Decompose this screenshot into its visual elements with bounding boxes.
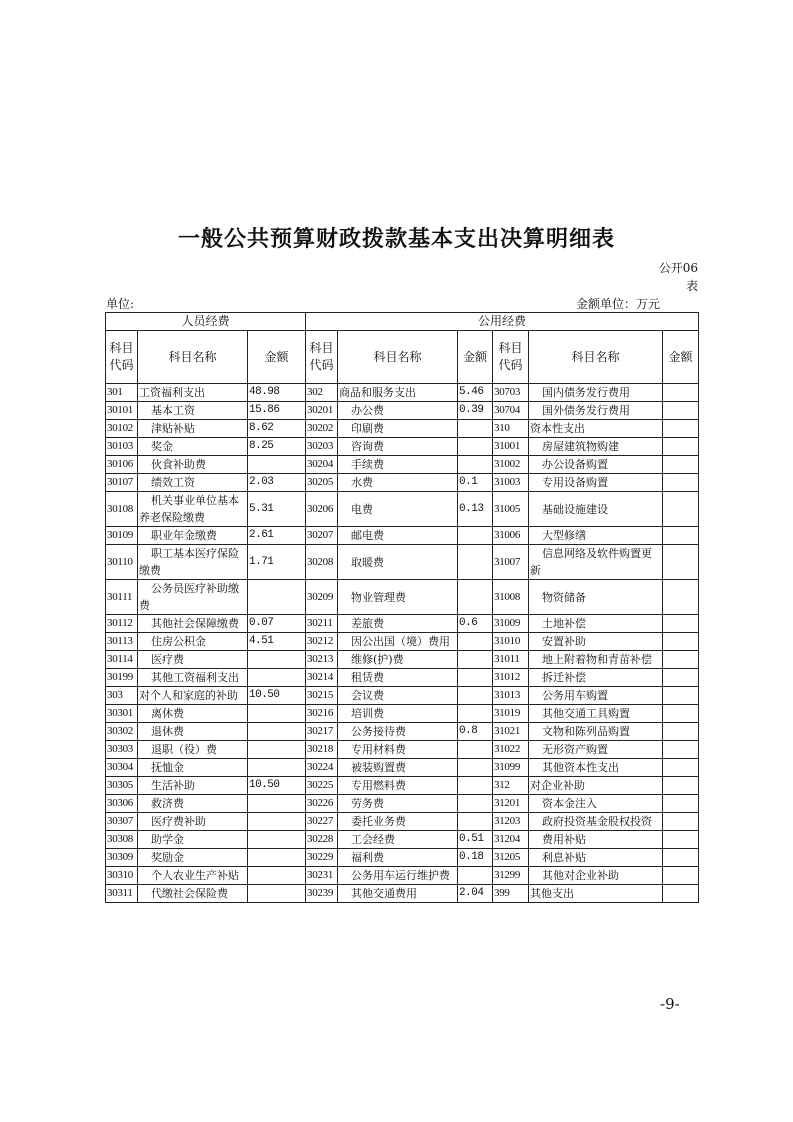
subject-code: 30211 xyxy=(306,615,338,633)
table-row xyxy=(106,527,699,545)
subject-name: 其他资本性支出 xyxy=(529,759,663,777)
amount: 0.6 xyxy=(458,615,493,633)
amount: 0.1 xyxy=(458,474,493,492)
subject-code: 30214 xyxy=(306,669,338,687)
subject-name: 利息补贴 xyxy=(529,849,663,867)
subject-code: 31204 xyxy=(493,831,529,849)
subject-code: 30231 xyxy=(306,867,338,885)
table-row xyxy=(106,633,699,651)
subject-code: 30212 xyxy=(306,633,338,651)
subject-code: 30229 xyxy=(306,849,338,867)
amount xyxy=(248,741,306,759)
subject-code: 31012 xyxy=(493,669,529,687)
subject-code: 30704 xyxy=(493,402,529,420)
subject-code: 30103 xyxy=(106,438,138,456)
amount: 0.07 xyxy=(248,615,306,633)
amount xyxy=(458,669,493,687)
subject-code: 30107 xyxy=(106,474,138,492)
table-row xyxy=(106,456,699,474)
table-row xyxy=(106,723,699,741)
subject-name: 信息网络及软件购置更新 xyxy=(529,545,663,580)
table-row xyxy=(106,741,699,759)
subject-name: 文物和陈列品购置 xyxy=(529,723,663,741)
subject-code: 30209 xyxy=(306,580,338,615)
subject-name: 退职（役）费 xyxy=(138,741,248,759)
amount xyxy=(663,831,699,849)
subject-name: 职业年金缴费 xyxy=(138,527,248,545)
subject-code: 30206 xyxy=(306,492,338,527)
header-code: 科目代码 xyxy=(306,331,338,384)
amount xyxy=(458,759,493,777)
subject-name: 离休费 xyxy=(138,705,248,723)
subject-code: 30215 xyxy=(306,687,338,705)
amount xyxy=(663,651,699,669)
amount xyxy=(663,438,699,456)
amount: 8.25 xyxy=(248,438,306,456)
subject-name: 被装购置费 xyxy=(338,759,458,777)
amount xyxy=(248,831,306,849)
subject-code: 30239 xyxy=(306,885,338,903)
subject-name: 职工基本医疗保险缴费 xyxy=(138,545,248,580)
subject-name: 物业管理费 xyxy=(338,580,458,615)
amount xyxy=(458,633,493,651)
amount xyxy=(663,402,699,420)
amount xyxy=(248,580,306,615)
subject-code: 30703 xyxy=(493,384,529,402)
subject-code: 31005 xyxy=(493,492,529,527)
subject-code: 30202 xyxy=(306,420,338,438)
subject-code: 312 xyxy=(493,777,529,795)
subject-code: 30205 xyxy=(306,474,338,492)
header-name: 科目名称 xyxy=(138,331,248,384)
table-row xyxy=(106,438,699,456)
subject-name: 印刷费 xyxy=(338,420,458,438)
amount xyxy=(248,651,306,669)
table-row xyxy=(106,651,699,669)
amount xyxy=(458,580,493,615)
table-row xyxy=(106,831,699,849)
subject-name: 医疗费补助 xyxy=(138,813,248,831)
amount xyxy=(663,777,699,795)
amount xyxy=(663,456,699,474)
amount xyxy=(248,867,306,885)
subject-code: 301 xyxy=(106,384,138,402)
amount xyxy=(663,580,699,615)
subject-name: 专用设备购置 xyxy=(529,474,663,492)
subject-name: 抚恤金 xyxy=(138,759,248,777)
subject-name: 公务接待费 xyxy=(338,723,458,741)
subject-name: 其他交通费用 xyxy=(338,885,458,903)
amount xyxy=(663,492,699,527)
amount: 0.39 xyxy=(458,402,493,420)
subject-code: 30302 xyxy=(106,723,138,741)
header-row-groups xyxy=(106,313,699,331)
header-name: 科目名称 xyxy=(338,331,458,384)
subject-name: 国外债务发行费用 xyxy=(529,402,663,420)
table-row xyxy=(106,705,699,723)
subject-code: 30111 xyxy=(106,580,138,615)
subject-code: 30113 xyxy=(106,633,138,651)
subject-name: 奖金 xyxy=(138,438,248,456)
amount xyxy=(458,438,493,456)
subject-code: 31007 xyxy=(493,545,529,580)
subject-name: 基础设施建设 xyxy=(529,492,663,527)
header-code: 科目代码 xyxy=(106,331,138,384)
subject-code: 30304 xyxy=(106,759,138,777)
subject-name: 地上附着物和青苗补偿 xyxy=(529,651,663,669)
subject-code: 310 xyxy=(493,420,529,438)
subject-code: 31021 xyxy=(493,723,529,741)
amount xyxy=(663,849,699,867)
subject-name: 物资储备 xyxy=(529,580,663,615)
amount: 8.62 xyxy=(248,420,306,438)
subject-code: 30306 xyxy=(106,795,138,813)
amount: 2.03 xyxy=(248,474,306,492)
amount xyxy=(663,759,699,777)
amount xyxy=(663,795,699,813)
subject-name: 租赁费 xyxy=(338,669,458,687)
amount xyxy=(248,759,306,777)
subject-name: 差旅费 xyxy=(338,615,458,633)
subject-name: 维修(护)费 xyxy=(338,651,458,669)
subject-name: 会议费 xyxy=(338,687,458,705)
subject-name: 公务员医疗补助缴费 xyxy=(138,580,248,615)
subject-code: 31299 xyxy=(493,867,529,885)
amount: 10.50 xyxy=(248,687,306,705)
amount xyxy=(458,777,493,795)
subject-code: 31006 xyxy=(493,527,529,545)
amount: 4.51 xyxy=(248,633,306,651)
subject-name: 培训费 xyxy=(338,705,458,723)
amount xyxy=(663,723,699,741)
amount xyxy=(458,545,493,580)
subject-name: 公务用车运行维护费 xyxy=(338,867,458,885)
subject-code: 30207 xyxy=(306,527,338,545)
subject-code: 30227 xyxy=(306,813,338,831)
subject-code: 30213 xyxy=(306,651,338,669)
subject-name: 专用燃料费 xyxy=(338,777,458,795)
amount xyxy=(663,527,699,545)
subject-code: 30109 xyxy=(106,527,138,545)
subject-code: 30216 xyxy=(306,705,338,723)
subject-code: 30217 xyxy=(306,723,338,741)
subject-code: 31099 xyxy=(493,759,529,777)
expenditure-table xyxy=(105,312,699,903)
amount xyxy=(458,687,493,705)
amount xyxy=(663,420,699,438)
amount: 0.18 xyxy=(458,849,493,867)
subject-code: 399 xyxy=(493,885,529,903)
subject-name: 拆迁补偿 xyxy=(529,669,663,687)
subject-name: 代缴社会保险费 xyxy=(138,885,248,903)
amount: 0.13 xyxy=(458,492,493,527)
amount: 1.71 xyxy=(248,545,306,580)
subject-name: 奖励金 xyxy=(138,849,248,867)
amount xyxy=(248,849,306,867)
table-row xyxy=(106,885,699,903)
subject-name: 其他支出 xyxy=(529,885,663,903)
subject-code: 30114 xyxy=(106,651,138,669)
subject-code: 31001 xyxy=(493,438,529,456)
table-row xyxy=(106,687,699,705)
subject-code: 31203 xyxy=(493,813,529,831)
subject-code: 30307 xyxy=(106,813,138,831)
amount xyxy=(248,705,306,723)
amount xyxy=(663,741,699,759)
subject-name: 其他对企业补助 xyxy=(529,867,663,885)
subject-name: 安置补助 xyxy=(529,633,663,651)
subject-name: 住房公积金 xyxy=(138,633,248,651)
form-number-line1: 公开06 xyxy=(658,261,698,275)
header-code: 科目代码 xyxy=(493,331,529,384)
header-row-columns xyxy=(106,331,699,384)
table-row xyxy=(106,849,699,867)
subject-name: 商品和服务支出 xyxy=(338,384,458,402)
subject-name: 劳务费 xyxy=(338,795,458,813)
subject-name: 津贴补贴 xyxy=(138,420,248,438)
form-number-line2: 表 xyxy=(685,279,698,293)
table-row xyxy=(106,420,699,438)
amount: 0.8 xyxy=(458,723,493,741)
subject-name: 咨询费 xyxy=(338,438,458,456)
header-amount: 金额 xyxy=(248,331,306,384)
amount xyxy=(663,705,699,723)
subject-code: 30112 xyxy=(106,615,138,633)
amount xyxy=(458,456,493,474)
subject-name: 退休费 xyxy=(138,723,248,741)
amount xyxy=(458,867,493,885)
subject-name: 大型修缮 xyxy=(529,527,663,545)
form-number xyxy=(638,259,698,295)
subject-name: 基本工资 xyxy=(138,402,248,420)
table-row xyxy=(106,492,699,527)
amount xyxy=(663,669,699,687)
subject-name: 土地补偿 xyxy=(529,615,663,633)
subject-code: 30102 xyxy=(106,420,138,438)
subject-code: 31205 xyxy=(493,849,529,867)
subject-name: 对个人和家庭的补助 xyxy=(138,687,248,705)
header-name: 科目名称 xyxy=(529,331,663,384)
amount xyxy=(458,741,493,759)
subject-name: 医疗费 xyxy=(138,651,248,669)
subject-name: 政府投资基金股权投资 xyxy=(529,813,663,831)
subject-name: 委托业务费 xyxy=(338,813,458,831)
amount xyxy=(458,813,493,831)
subject-name: 房屋建筑物购建 xyxy=(529,438,663,456)
subject-name: 救济费 xyxy=(138,795,248,813)
subject-code: 30203 xyxy=(306,438,338,456)
amount: 10.50 xyxy=(248,777,306,795)
subject-code: 30110 xyxy=(106,545,138,580)
table-row xyxy=(106,545,699,580)
subject-name: 个人农业生产补贴 xyxy=(138,867,248,885)
subject-name: 工会经费 xyxy=(338,831,458,849)
amount xyxy=(663,633,699,651)
subject-code: 30301 xyxy=(106,705,138,723)
subject-code: 31201 xyxy=(493,795,529,813)
unit-label: 单位: xyxy=(106,297,135,311)
subject-code: 31010 xyxy=(493,633,529,651)
table-row xyxy=(106,402,699,420)
amount xyxy=(458,705,493,723)
table-row xyxy=(106,615,699,633)
subject-name: 资本金注入 xyxy=(529,795,663,813)
page-number: -9- xyxy=(660,995,680,1013)
subject-code: 31022 xyxy=(493,741,529,759)
subject-code: 31009 xyxy=(493,615,529,633)
table-row xyxy=(106,777,699,795)
table-row xyxy=(106,795,699,813)
amount xyxy=(663,885,699,903)
subject-code: 30308 xyxy=(106,831,138,849)
subject-name: 费用补贴 xyxy=(529,831,663,849)
subject-name: 资本性支出 xyxy=(529,420,663,438)
amount: 2.61 xyxy=(248,527,306,545)
subject-code: 30108 xyxy=(106,492,138,527)
amount xyxy=(458,651,493,669)
subject-code: 30106 xyxy=(106,456,138,474)
amount xyxy=(663,384,699,402)
subject-code: 30311 xyxy=(106,885,138,903)
table-row xyxy=(106,580,699,615)
amount xyxy=(663,545,699,580)
subject-code: 30228 xyxy=(306,831,338,849)
subject-code: 31011 xyxy=(493,651,529,669)
amount xyxy=(663,615,699,633)
subject-name: 对企业补助 xyxy=(529,777,663,795)
subject-name: 电费 xyxy=(338,492,458,527)
header-amount: 金额 xyxy=(458,331,493,384)
subject-code: 302 xyxy=(306,384,338,402)
subject-name: 福利费 xyxy=(338,849,458,867)
subject-code: 30305 xyxy=(106,777,138,795)
table-row xyxy=(106,867,699,885)
subject-code: 31002 xyxy=(493,456,529,474)
subject-name: 办公设备购置 xyxy=(529,456,663,474)
subject-code: 30218 xyxy=(306,741,338,759)
subject-name: 水费 xyxy=(338,474,458,492)
subject-code: 30204 xyxy=(306,456,338,474)
amount xyxy=(663,474,699,492)
subject-name: 邮电费 xyxy=(338,527,458,545)
amount: 0.51 xyxy=(458,831,493,849)
amount xyxy=(248,795,306,813)
subject-code: 30303 xyxy=(106,741,138,759)
amount: 15.86 xyxy=(248,402,306,420)
amount xyxy=(248,723,306,741)
header-public: 公用经费 xyxy=(306,313,699,331)
amount xyxy=(248,885,306,903)
subject-name: 其他工资福利支出 xyxy=(138,669,248,687)
amount: 5.46 xyxy=(458,384,493,402)
table-row xyxy=(106,759,699,777)
subject-name: 伙食补助费 xyxy=(138,456,248,474)
page-title: 一般公共预算财政拨款基本支出决算明细表 xyxy=(177,226,615,252)
amount xyxy=(458,420,493,438)
amount xyxy=(663,867,699,885)
table-row xyxy=(106,474,699,492)
subject-name: 办公费 xyxy=(338,402,458,420)
subject-code: 30101 xyxy=(106,402,138,420)
subject-name: 其他交通工具购置 xyxy=(529,705,663,723)
subject-code: 31019 xyxy=(493,705,529,723)
subject-code: 30199 xyxy=(106,669,138,687)
amount xyxy=(663,813,699,831)
subject-name: 国内债务发行费用 xyxy=(529,384,663,402)
subject-code: 31013 xyxy=(493,687,529,705)
subject-name: 手续费 xyxy=(338,456,458,474)
subject-code: 30208 xyxy=(306,545,338,580)
subject-code: 30225 xyxy=(306,777,338,795)
table-body xyxy=(106,384,699,903)
subject-name: 因公出国（境）费用 xyxy=(338,633,458,651)
amount xyxy=(458,795,493,813)
table-row xyxy=(106,384,699,402)
amount: 48.98 xyxy=(248,384,306,402)
subject-code: 30224 xyxy=(306,759,338,777)
subject-name: 无形资产购置 xyxy=(529,741,663,759)
subject-name: 其他社会保障缴费 xyxy=(138,615,248,633)
header-personnel: 人员经费 xyxy=(106,313,306,331)
subject-name: 公务用车购置 xyxy=(529,687,663,705)
subject-name: 生活补助 xyxy=(138,777,248,795)
subject-code: 303 xyxy=(106,687,138,705)
amount xyxy=(248,456,306,474)
amount: 2.04 xyxy=(458,885,493,903)
amount xyxy=(458,527,493,545)
table-row xyxy=(106,669,699,687)
subject-code: 30310 xyxy=(106,867,138,885)
subject-code: 30309 xyxy=(106,849,138,867)
amount xyxy=(248,669,306,687)
table-row xyxy=(106,813,699,831)
subject-code: 30226 xyxy=(306,795,338,813)
amount xyxy=(248,813,306,831)
subject-code: 31008 xyxy=(493,580,529,615)
subject-name: 专用材料费 xyxy=(338,741,458,759)
header-amount: 金额 xyxy=(663,331,699,384)
subject-name: 工资福利支出 xyxy=(138,384,248,402)
subject-name: 机关事业单位基本养老保险缴费 xyxy=(138,492,248,527)
subject-code: 31003 xyxy=(493,474,529,492)
amount: 5.31 xyxy=(248,492,306,527)
amount-unit-label: 金额单位：万元 xyxy=(575,297,660,311)
subject-code: 30201 xyxy=(306,402,338,420)
subject-name: 绩效工资 xyxy=(138,474,248,492)
subject-name: 助学金 xyxy=(138,831,248,849)
subject-name: 取暖费 xyxy=(338,545,458,580)
amount xyxy=(663,687,699,705)
